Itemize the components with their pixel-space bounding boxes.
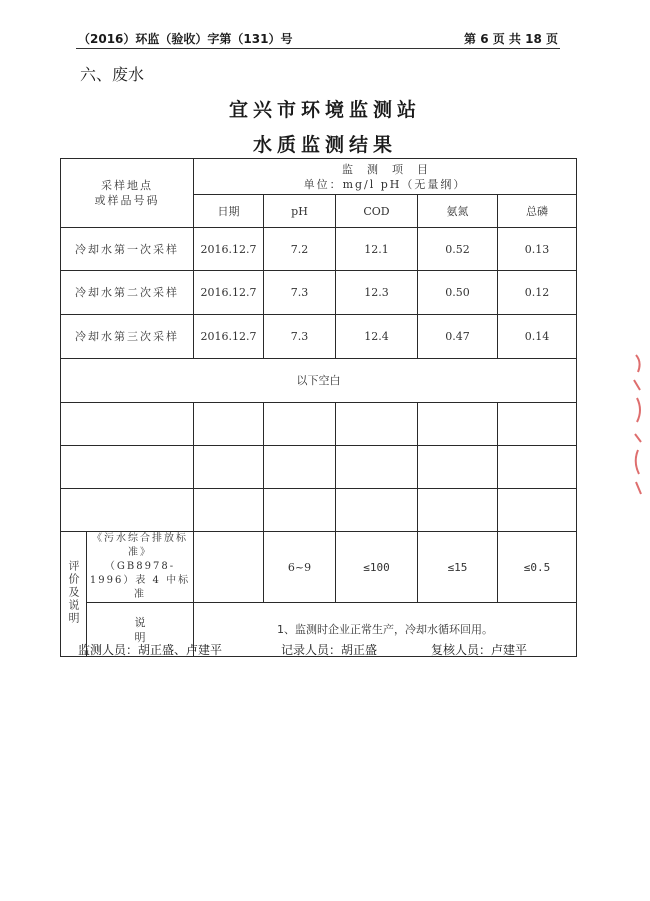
standard-reference: 《污水综合排放标准》 （GB8978-1996）表 4 中标 准 [87,532,194,603]
column-ammonia: 氨氮 [418,195,498,228]
sample-location-header: 采样地点 或样品号码 [61,159,194,228]
limit-ammonia: ≤15 [418,532,498,603]
limit-phosphorus: ≤0.5 [498,532,577,603]
unit-label: 单位：mg/l pH（无量纲） [303,177,467,191]
report-title: 水质监测结果 [252,134,397,156]
organization-title: 宜兴市环境监测站 [228,99,421,121]
note-label: 说 明 [87,603,194,657]
empty-row [61,446,577,489]
signature-footer [78,641,558,661]
column-cod: COD [336,195,418,228]
empty-row [61,489,577,532]
seal-stamp-edge [628,350,648,500]
limit-ph: 6~9 [264,532,336,603]
table-row: 冷却水第一次采样 2016.12.7 7.2 12.1 0.52 0.13 [61,228,577,271]
section-title: 六、废水 [80,65,145,84]
table-row: 冷却水第二次采样 2016.12.7 7.3 12.3 0.50 0.12 [61,271,577,315]
limit-date-empty [194,532,264,603]
water-quality-table [60,158,577,657]
note-text: 1、监测时企业正常生产，冷却水循环回用。 [194,603,577,657]
document-number: （2016）环监（验收）字第（131）号 [78,32,293,46]
page-info: 第 6 页 共 18 页 [464,32,558,46]
column-date: 日期 [194,195,264,228]
evaluation-label: 评价及说明 [61,532,87,657]
page-header [76,28,560,49]
recorder-staff: 记录人员：胡正盛 [281,643,378,657]
table-row: 冷却水第三次采样 2016.12.7 7.3 12.4 0.47 0.14 [61,315,577,359]
blank-below-note: 以下空白 [61,359,577,403]
monitoring-items-header: 监 测 项 目 单位：mg/l pH（无量纲） [194,159,577,195]
limit-cod: ≤100 [336,532,418,603]
monitor-staff: 监测人员：胡正盛、卢建平 [78,643,223,657]
column-phosphorus: 总磷 [498,195,577,228]
column-ph: pH [264,195,336,228]
empty-row [61,403,577,446]
reviewer-staff: 复核人员：卢建平 [431,643,528,657]
